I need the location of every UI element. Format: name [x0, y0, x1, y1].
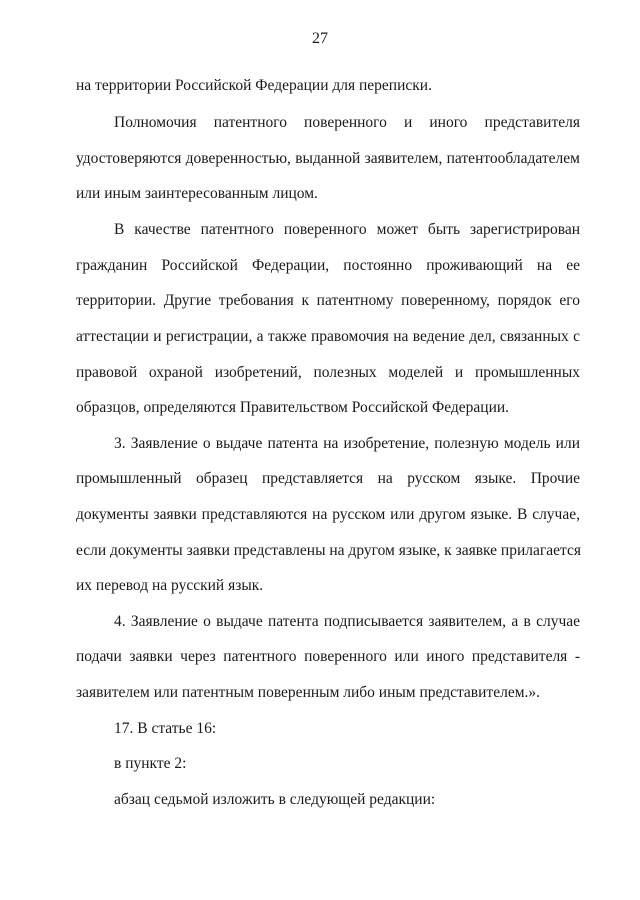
- text-line: 3. Заявление о выдаче патента на изобретение, полезную модель или: [114, 435, 580, 452]
- text-line: правовой охраной изобретений, полезных моделей и промышленных: [76, 364, 580, 381]
- text-line: образцов, определяются Правительством Российской Федерации.: [76, 399, 510, 416]
- text-line: заявителем или патентным поверенным либо иным представителем.».: [76, 684, 541, 701]
- text-line: в пункте 2:: [114, 755, 187, 772]
- page-number: 27: [312, 30, 328, 47]
- text-line: 4. Заявление о выдаче патента подписывается заявителем, а в случае: [114, 613, 580, 630]
- text-line: Полномочия патентного поверенного и иного представителя: [114, 114, 580, 131]
- text-line: или иным заинтересованным лицом.: [76, 185, 318, 202]
- text-line: удостоверяются доверенностью, выданной заявителем, патентообладателем: [76, 150, 580, 167]
- text-line: промышленный образец представляется на русском языке. Прочие: [76, 470, 580, 487]
- text-line: если документы заявки представлены на другом языке, к заявке прилагается: [76, 542, 581, 559]
- text-line: на территории Российской Федерации для переписки.: [76, 77, 432, 94]
- text-line: территории. Другие требования к патентному поверенному, порядок его: [76, 292, 580, 309]
- text-line: их перевод на русский язык.: [76, 577, 264, 594]
- text-line: 17. В статье 16:: [114, 720, 217, 737]
- text-line: аттестации и регистрации, а также правомочия на ведение дел, связанных с: [76, 328, 580, 345]
- text-line: документы заявки представляются на русском или другом языке. В случае,: [76, 506, 580, 523]
- text-line: абзац седьмой изложить в следующей редакции:: [114, 791, 436, 808]
- text-line: В качестве патентного поверенного может быть зарегистрирован: [114, 221, 580, 238]
- text-line: гражданин Российской Федерации, постоянно проживающий на ее: [76, 257, 580, 274]
- text-line: подачи заявки через патентного поверенного или иного представителя -: [76, 648, 580, 665]
